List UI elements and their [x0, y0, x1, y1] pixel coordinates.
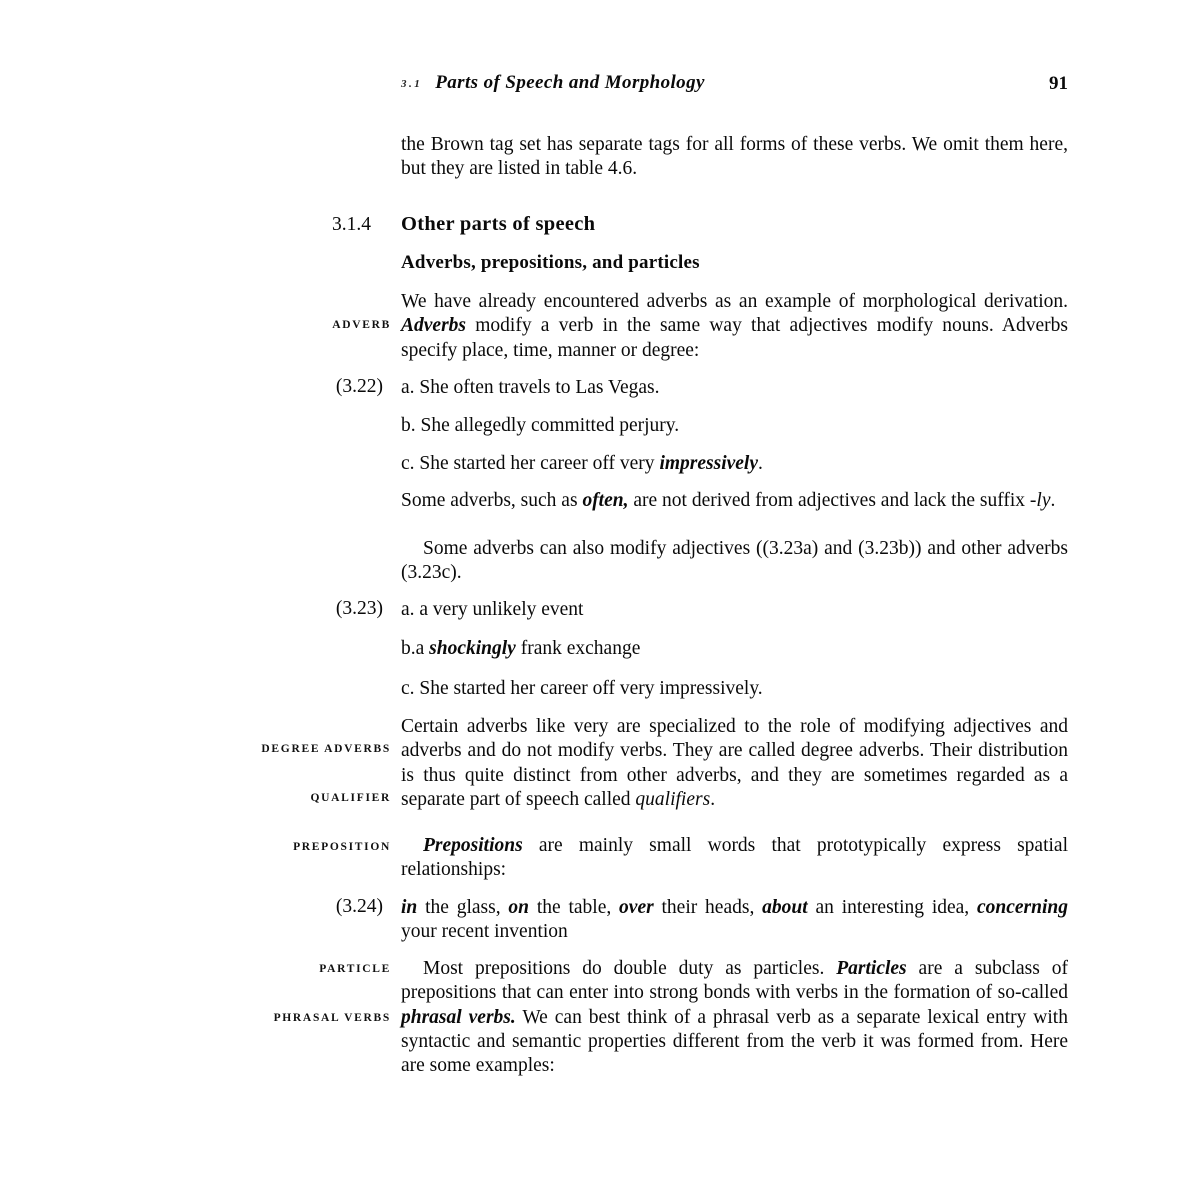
particle-paragraph-part3: We can best think of a phrasal verb as a separate lexical entry with syntactic and semantic properties different from the verb it was formed from. Here are some examples:	[401, 1006, 1068, 1077]
example-324-text	[401, 896, 1068, 945]
example-label-324: (3.24)	[335, 896, 383, 917]
example-text: She often travels to Las Vegas.	[419, 377, 660, 398]
particle-paragraph-part1: Most prepositions do double duty as particles.	[423, 958, 837, 979]
margin-note-particle: PARTICLE	[319, 963, 391, 975]
margin-note-qualifier: QUALIFIER	[310, 792, 391, 804]
margin-note-phrasal-verbs: PHRASAL VERBS	[273, 1012, 391, 1024]
preposition-paragraph-emphasis: Prepositions	[423, 835, 523, 856]
example-323-item-a	[401, 598, 1068, 622]
particle-paragraph-emphasis-particles: Particles	[836, 958, 907, 979]
example-text: She allegedly committed perjury.	[420, 415, 680, 436]
example-322-item-c	[401, 452, 1068, 476]
preposition-on-rest: the table,	[529, 897, 620, 918]
preposition-over-rest: their heads,	[653, 897, 763, 918]
preposition-concerning: concerning	[977, 897, 1069, 918]
some-adverbs-part3: .	[1050, 490, 1056, 511]
page-number: 91	[1049, 73, 1068, 94]
some-adverbs-paragraph	[401, 489, 1068, 513]
some-adverbs-emphasis-often: often,	[582, 490, 629, 511]
modify-adjectives-paragraph: Some adverbs can also modify adjectives ((3.23a) and (3.23b)) and other adverbs (3.23c).	[401, 538, 1068, 584]
example-text-post: .	[758, 453, 763, 474]
preposition-in-rest: the glass,	[417, 897, 509, 918]
example-322-item-a	[401, 376, 1068, 400]
section-number: 3.1.4	[332, 214, 371, 235]
preposition-about-rest: an interesting idea,	[807, 897, 977, 918]
example-text: She started her career off very impressively.	[419, 678, 763, 699]
section-title: Other parts of speech	[401, 213, 596, 235]
running-head-title: Parts of Speech and Morphology	[435, 72, 705, 93]
example-323-item-c	[401, 677, 1068, 701]
preposition-in: in	[401, 897, 418, 918]
running-head	[401, 72, 1068, 98]
example-text: a very unlikely event	[419, 599, 584, 620]
example-text-pre: a	[415, 638, 430, 659]
margin-note-adverb: ADVERB	[332, 319, 391, 331]
example-marker: a.	[401, 599, 415, 620]
adverbs-paragraph-part2: modify a verb in the same way that adjectives modify nouns. Adverbs specify place, time, manner or degree:	[401, 315, 1068, 361]
preposition-over: over	[619, 897, 654, 918]
preposition-about: about	[762, 897, 808, 918]
example-marker: c.	[401, 678, 415, 699]
example-text-pre: She started her career off very	[419, 453, 660, 474]
adverbs-paragraph-emphasis: Adverbs	[401, 315, 466, 337]
preposition-on: on	[508, 897, 530, 918]
example-label-323: (3.23)	[335, 598, 383, 619]
subsection-title: Adverbs, prepositions, and particles	[401, 252, 700, 273]
example-marker: c.	[401, 453, 415, 474]
degree-adverbs-paragraph	[401, 715, 1068, 812]
margin-note-degree-adverbs: DEGREE ADVERBS	[261, 743, 391, 755]
intro-paragraph: the Brown tag set has separate tags for all forms of these verbs. We omit them here, but they are listed in table 4.6.	[401, 134, 1068, 180]
particle-paragraph-part2: are a subclass of prepositions that can enter into strong bonds with verbs in the formation of so-called	[401, 958, 1068, 1004]
preposition-concerning-rest: your recent invention	[401, 921, 568, 943]
degree-paragraph-part1: Certain adverbs like very are specialized to the role of modifying adjectives and adverbs and do not modify verbs. They are called degree adverbs. Their distribution is thus quite distinct from other adverbs, and they are sometimes regarded as a separate part of speech called	[401, 716, 1068, 810]
preposition-paragraph	[401, 834, 1068, 883]
example-text-post: frank exchange	[515, 638, 641, 659]
adverbs-paragraph	[401, 290, 1068, 363]
example-label-322: (3.22)	[335, 376, 383, 397]
running-head-section-number: 3.1	[401, 78, 423, 90]
some-adverbs-emphasis-ly: -ly	[1029, 490, 1051, 511]
degree-paragraph-emphasis: qualifiers	[635, 788, 711, 810]
some-adverbs-part1: Some adverbs, such as	[401, 490, 583, 511]
some-adverbs-part2: are not derived from adjectives and lack the suffix	[628, 490, 1030, 511]
example-text-emphasis: impressively	[659, 453, 758, 474]
margin-note-preposition: PREPOSITION	[293, 841, 391, 853]
example-marker: b.	[401, 638, 416, 659]
example-text-emphasis: shockingly	[429, 638, 516, 659]
adverbs-paragraph-part1: We have already encountered adverbs as an example of morphological derivation.	[401, 291, 1068, 312]
example-323-item-b	[401, 637, 1068, 661]
preposition-paragraph-text: are mainly small words that prototypically express spatial relationships:	[401, 835, 1068, 881]
degree-paragraph-part2: .	[710, 788, 716, 810]
example-marker: a.	[401, 377, 415, 398]
example-322-item-b	[401, 414, 1068, 438]
example-marker: b.	[401, 415, 416, 436]
particle-paragraph	[401, 957, 1068, 1078]
particle-paragraph-emphasis-phrasal-verbs: phrasal verbs.	[401, 1006, 516, 1028]
